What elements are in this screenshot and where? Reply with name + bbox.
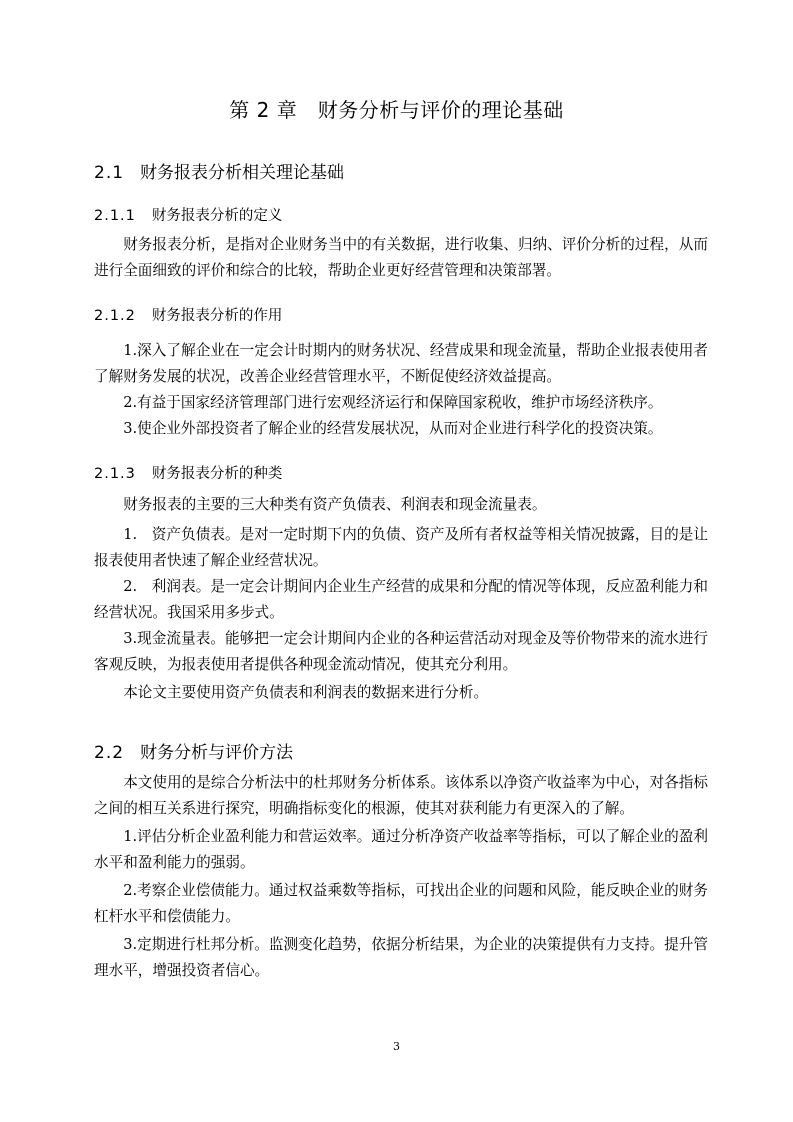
paragraph: 本论文主要使用资产负债表和利润表的数据来进行分析。: [123, 684, 489, 701]
paragraph: 本文使用的是综合分析法中的杜邦财务分析体系。该体系以净资产收益率为中心，对各指标之间的相互关系进行探究，明确指标变化的根源，使其对获利能力有更深入的了解。: [94, 774, 708, 817]
paragraph: 3.定期进行杜邦分析。监测变化趋势，依据分析结果，为企业的决策提供有力支持。提升管理水平，增强投资者信心。: [94, 936, 708, 979]
paragraph: 2.考察企业偿债能力。通过权益乘数等指标，可找出企业的问题和风险，能反映企业的财务杠杆水平和偿债能力。: [94, 882, 708, 925]
section-2-2-heading: [94, 738, 293, 763]
section-title: 财务报表分析相关理论基础: [140, 163, 345, 183]
section-2-1-1-heading: [94, 204, 282, 225]
section-2-1-2-heading: [94, 304, 282, 325]
section-2-1-3-heading: [94, 462, 282, 483]
paragraph: 2. 利润表。是一定会计期间内企业生产经营的成果和分配的情况等体现，反应盈利能力和经营状况。我国采用多步式。: [94, 578, 708, 621]
paragraph: 财务报表的主要的三大种类有资产负债表、利润表和现金流量表。: [123, 496, 547, 513]
chapter-title: 第 2 章 财务分析与评价的理论基础: [229, 98, 564, 122]
section-title: 财务报表分析的定义: [151, 208, 283, 224]
section-title: 财务报表分析的作用: [151, 308, 283, 324]
paragraph: 3.使企业外部投资者了解企业的经营发展状况，从而对企业进行科学化的投资决策。: [123, 420, 663, 437]
section-title: 财务分析与评价方法: [140, 743, 294, 763]
page-number: 3: [393, 1040, 400, 1053]
paragraph: 3.现金流量表。能够把一定会计期间内企业的各种运营活动对现金及等价物带来的流水进行客观反映，为报表使用者提供各种现金流动情况，使其充分利用。: [94, 630, 708, 673]
paragraph: 1.深入了解企业在一定会计时期内的财务状况、经营成果和现金流量，帮助企业报表使用者了解财务发展的状况，改善企业经营管理水平，不断促使经济效益提高。: [94, 342, 708, 385]
paragraph: 2.有益于国家经济管理部门进行宏观经济运行和保障国家税收，维护市场经济秩序。: [123, 394, 663, 411]
section-number: 2.1.2: [94, 308, 136, 324]
section-number: 2.1.3: [94, 466, 136, 482]
paragraph: 1.评估分析企业盈利能力和营运效率。通过分析净资产收益率等指标，可以了解企业的盈利水平和盈利能力的强弱。: [94, 828, 708, 871]
section-number: 2.1.1: [94, 208, 136, 224]
paragraph: 财务报表分析，是指对企业财务当中的有关数据，进行收集、归纳、评价分析的过程，从而进行全面细致的评价和综合的比较，帮助企业更好经营管理和决策部署。: [94, 236, 708, 279]
section-number: 2.2: [94, 743, 125, 763]
paragraph: 1. 资产负债表。是对一定时期下内的负债、资产及所有者权益等相关情况披露，目的是让报表使用者快速了解企业经营状况。: [94, 526, 708, 569]
section-2-1-heading: [94, 158, 344, 183]
section-title: 财务报表分析的种类: [151, 466, 283, 482]
section-number: 2.1: [94, 163, 125, 183]
